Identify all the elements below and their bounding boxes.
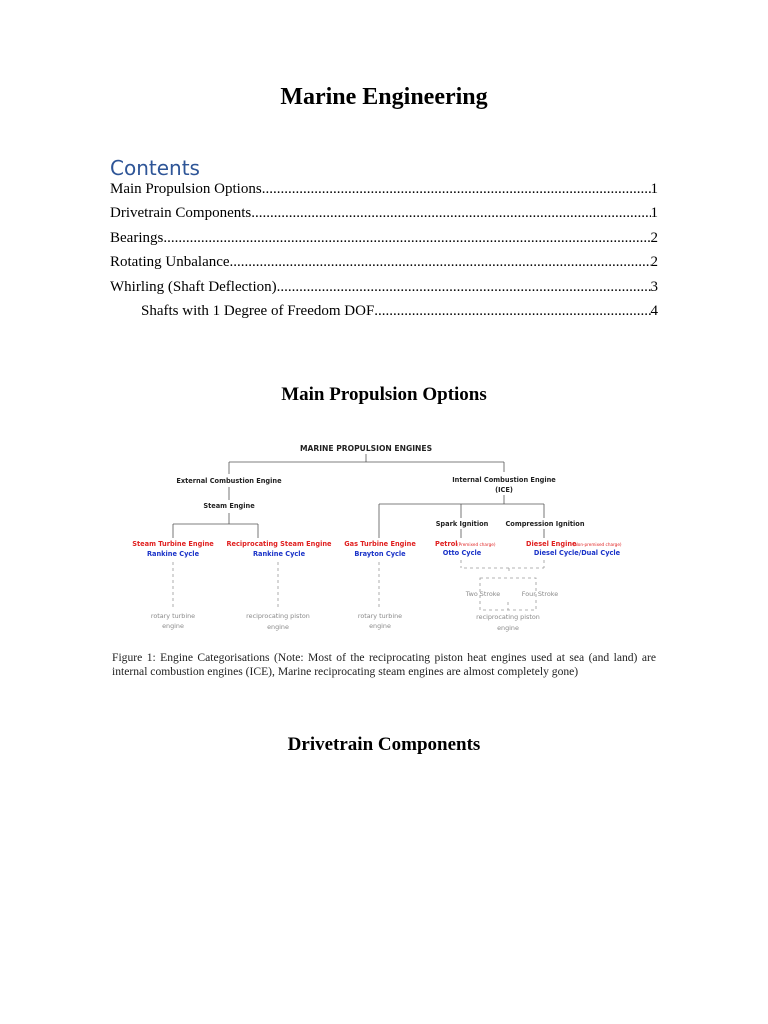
document-title: Marine Engineering: [280, 84, 488, 110]
diagram-rotary-label: rotary turbine: [357, 612, 403, 620]
contents-heading: Contents: [110, 156, 200, 180]
toc-entry[interactable]: [110, 279, 658, 303]
toc-entry-page: 2: [650, 229, 658, 246]
toc-leader: [230, 254, 651, 271]
diagram-rankine-label: Rankine Cycle: [252, 550, 306, 558]
diagram-connectors: [173, 454, 544, 538]
toc-entry-title[interactable]: Bearings: [110, 229, 164, 246]
diagram-rotary-label-engine: engine: [369, 622, 391, 630]
diagram-otto-label: Otto Cycle: [442, 549, 482, 557]
toc-leader: [277, 279, 651, 296]
toc-entry[interactable]: [110, 181, 658, 205]
toc-entry-page: 1: [650, 205, 658, 222]
diagram-brayton-label: Brayton Cycle: [354, 550, 406, 558]
toc-entry-page: 4: [650, 302, 658, 319]
table-of-contents: [110, 181, 658, 327]
toc-entry-title[interactable]: Whirling (Shaft Deflection): [110, 278, 277, 295]
toc-entry-title[interactable]: Main Propulsion Options: [110, 181, 262, 197]
diagram-diesel-label: Diesel Engine: [526, 540, 577, 548]
diagram-steam-label: Steam Engine: [203, 502, 255, 510]
diagram-diesel-note: (Non-premixed charge): [573, 542, 622, 547]
diagram-recip-label-engine: engine: [497, 624, 519, 632]
diagram-compression-label: Compression Ignition: [505, 520, 585, 528]
toc-leader: [251, 205, 650, 222]
diagram-internal-label-ice: (ICE): [495, 486, 513, 494]
diagram-steam-turbine-label: Steam Turbine Engine: [132, 540, 214, 548]
diagram-gas-turbine-label: Gas Turbine Engine: [344, 540, 416, 548]
toc-entry-title[interactable]: Drivetrain Components: [110, 205, 252, 222]
diagram-rotary-label-engine: engine: [162, 622, 184, 630]
diagram-rotary-label: rotary turbine: [150, 612, 196, 620]
toc-entry-title[interactable]: Rotating Unbalance: [110, 254, 230, 271]
diagram-petrol-label: Petrol: [435, 540, 458, 548]
diagram-dashed-connectors: [173, 560, 544, 610]
section-heading-drivetrain: Drivetrain Components: [287, 734, 481, 755]
diagram-four-stroke-label: Four Stroke: [521, 590, 559, 598]
toc-entry[interactable]: [110, 205, 658, 229]
diagram-recip-steam-label: Reciprocating Steam Engine: [226, 540, 332, 548]
toc-entry-page: 3: [650, 278, 658, 295]
toc-subentry[interactable]: [110, 303, 658, 327]
toc-entry-page: 1: [650, 181, 658, 197]
diagram-internal-label: Internal Combustion Engine: [452, 476, 556, 484]
engine-categorisation-diagram: [112, 438, 660, 638]
section-heading-main-propulsion: Main Propulsion Options: [281, 384, 487, 405]
diagram-petrol-note: (Premixed charge): [457, 542, 496, 547]
toc-entry[interactable]: [110, 254, 658, 278]
toc-entry[interactable]: [110, 230, 658, 254]
diagram-root-label: MARINE PROPULSION ENGINES: [299, 444, 433, 453]
toc-leader: [262, 181, 651, 198]
diagram-recip-label: reciprocating piston: [246, 612, 310, 620]
diagram-external-label: External Combustion Engine: [176, 477, 282, 485]
diagram-spark-label: Spark Ignition: [435, 520, 489, 528]
toc-leader: [374, 303, 650, 320]
diagram-recip-label-engine: engine: [267, 623, 289, 631]
diagram-recip-label: reciprocating piston: [476, 613, 540, 621]
toc-entry-page: 2: [650, 254, 658, 271]
toc-leader: [163, 230, 650, 247]
toc-entry-title[interactable]: Shafts with 1 Degree of Freedom DOF: [141, 302, 375, 319]
diagram-two-stroke-label: Two Stroke: [465, 590, 501, 598]
figure-caption: Figure 1: Engine Categorisations (Note: Most of the reciprocating piston heat engines used at sea (and land) are internal combustion engines (ICE), Marine reciprocating steam engines are almost completely gone): [112, 651, 656, 679]
diagram-diesel-cycle-label: Diesel Cycle/Dual Cycle: [533, 549, 621, 557]
diagram-rankine-label: Rankine Cycle: [146, 550, 200, 558]
